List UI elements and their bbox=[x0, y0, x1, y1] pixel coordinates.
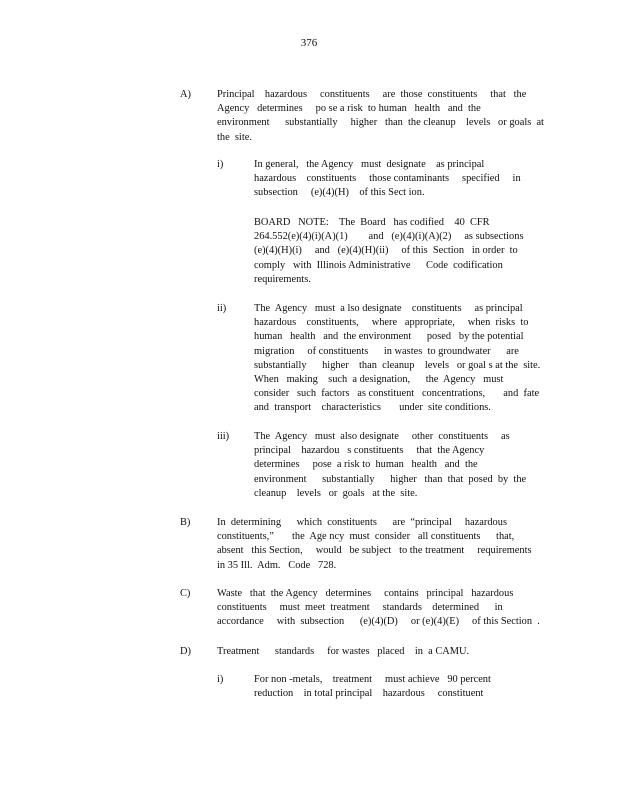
text-line: constituents must meet treatment standards determined in bbox=[217, 602, 503, 614]
note-text bbox=[254, 216, 524, 287]
item-label: i) bbox=[217, 674, 224, 685]
text-line: environment substantially higher than that posed by the bbox=[254, 473, 527, 485]
text-line: 264.552(e)(4)(i)(A)(1) and (e)(4)(i)(A)(2) as subsections bbox=[254, 231, 524, 243]
item-label: B) bbox=[180, 517, 191, 528]
item-text bbox=[217, 516, 532, 573]
text-line: BOARD NOTE: The Board has codified 40 CFR bbox=[254, 217, 490, 228]
item-label: ii) bbox=[217, 303, 227, 314]
text-line: and transport characteristics under site conditions. bbox=[254, 402, 491, 414]
text-line: (e)(4)(H)(i) and (e)(4)(H)(ii) of this Section in order to bbox=[254, 245, 518, 257]
text-line: Agency determines po se a risk to human health and the bbox=[217, 103, 481, 115]
text-line: The Agency must a lso designate constituents as principal bbox=[254, 303, 523, 314]
text-line: In general, the Agency must designate as principal bbox=[254, 159, 485, 170]
text-line: In determining which constituents are “principal hazardous bbox=[217, 517, 507, 528]
text-line: When making such a designation, the Agency must bbox=[254, 374, 504, 386]
item-text bbox=[217, 88, 544, 145]
item-text bbox=[217, 645, 469, 659]
item-label: iii) bbox=[217, 431, 230, 442]
text-line: The Agency must also designate other constituents as bbox=[254, 431, 510, 442]
text-line: migration of constituents in wastes to groundwater are bbox=[254, 345, 519, 357]
text-line: Treatment standards for wastes placed in a CAMU. bbox=[217, 646, 470, 657]
item-text bbox=[254, 430, 526, 501]
text-line: human health and the environment posed by the potential bbox=[254, 331, 524, 343]
text-line: Waste that the Agency determines contains principal hazardous bbox=[217, 588, 514, 599]
item-text bbox=[217, 587, 540, 630]
text-line: substantially higher than cleanup levels or goal s at the site. bbox=[254, 359, 541, 371]
text-line: determines pose a risk to human health and the bbox=[254, 459, 478, 471]
text-line: For non -metals, treatment must achieve 90 percent bbox=[254, 674, 491, 685]
item-label: C) bbox=[180, 588, 191, 599]
item-label: i) bbox=[217, 159, 224, 170]
text-line: in 35 Ill. Adm. Code 728. bbox=[217, 559, 337, 571]
item-label: D) bbox=[180, 646, 191, 657]
text-line: subsection (e)(4)(H) of this Sect ion. bbox=[254, 187, 425, 199]
text-line: hazardous constituents those contaminants specified in bbox=[254, 173, 521, 185]
text-line: requirements. bbox=[254, 273, 311, 285]
item-text bbox=[254, 673, 491, 701]
text-line: Principal hazardous constituents are those constituents that the bbox=[217, 89, 527, 100]
text-line: constituents,” the Age ncy must consider all constituents that, bbox=[217, 531, 515, 543]
text-line: absent this Section, would be subject to the treatment requirements bbox=[217, 545, 532, 557]
text-line: environment substantially higher than the cleanup levels or goals at bbox=[217, 117, 544, 129]
page-number: 376 bbox=[300, 37, 318, 49]
text-line: cleanup levels or goals at the site. bbox=[254, 487, 418, 499]
item-label: A) bbox=[180, 89, 191, 100]
text-line: accordance with subsection (e)(4)(D) or (e)(4)(E) of this Section . bbox=[217, 616, 540, 628]
text-line: consider such factors as constituent concentrations, and fate bbox=[254, 388, 540, 400]
item-text bbox=[254, 302, 540, 416]
text-line: hazardous constituents, where appropriate, when risks to bbox=[254, 317, 529, 329]
text-line: the site. bbox=[217, 131, 252, 143]
item-text bbox=[254, 158, 521, 201]
text-line: principal hazardou s constituents that the Agency bbox=[254, 445, 485, 457]
text-line: comply with Illinois Administrative Code codification bbox=[254, 259, 503, 271]
text-line: reduction in total principal hazardous constituent bbox=[254, 688, 484, 700]
